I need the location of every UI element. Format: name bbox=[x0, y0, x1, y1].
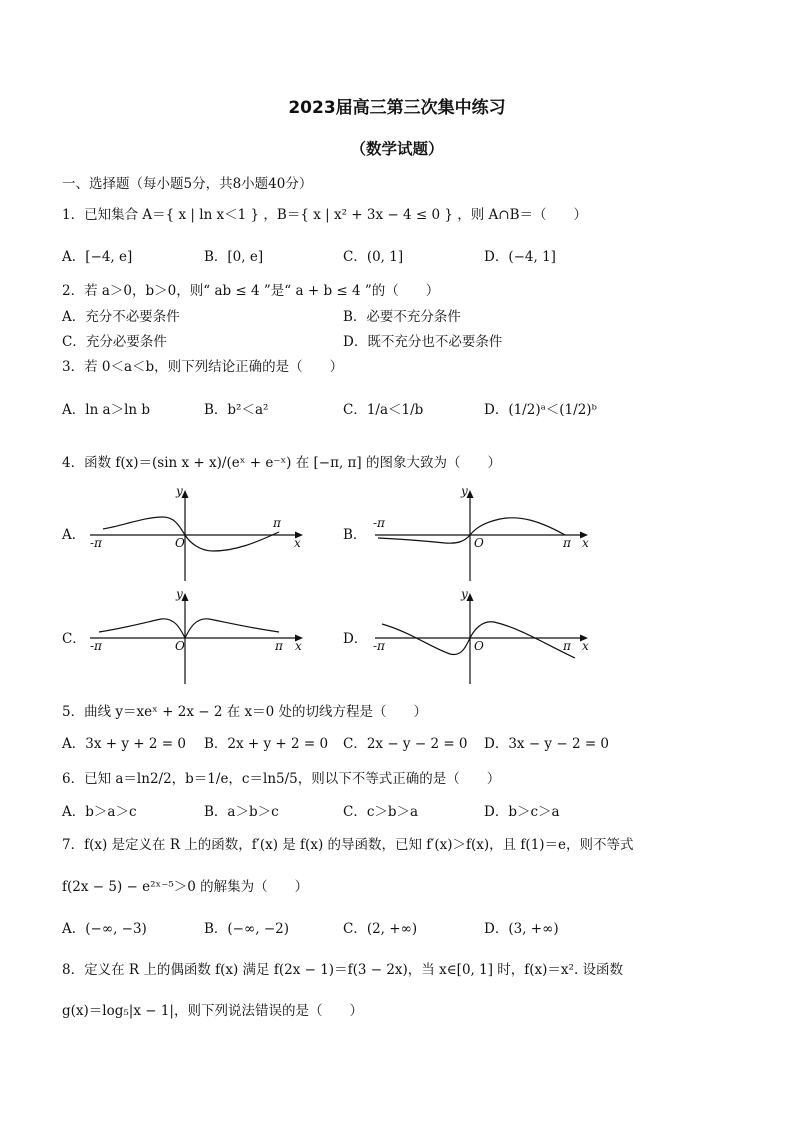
question-stem: 3．若 0＜a＜b，则下列结论正确的是（ ） bbox=[62, 359, 344, 375]
neg-pi-label: -π bbox=[373, 516, 385, 530]
y-axis-label: y bbox=[176, 485, 183, 498]
question-stem: 7．f(x) 是定义在 R 上的函数，f′(x) 是 f(x) 的导函数，已知 f′(x)＞f(x)，且 f(1)＝e，则不等式 bbox=[62, 837, 634, 853]
option-a[interactable]: A．充分不必要条件 bbox=[62, 309, 180, 325]
origin-label: O bbox=[175, 639, 185, 653]
option-a[interactable]: A．[−4, e] bbox=[62, 249, 133, 265]
option-a[interactable]: A．ln a＞ln b bbox=[62, 402, 151, 418]
question-stem: 5．曲线 y＝xeˣ + 2x − 2 在 x＝0 处的切线方程是（ ） bbox=[62, 704, 427, 720]
question-stem: 2．若 a＞0，b＞0，则“ ab ≤ 4 ”是“ a + b ≤ 4 ”的（ ） bbox=[62, 283, 440, 299]
question-stem: 4．函数 f(x)＝(sin x + x)/(eˣ + e⁻ˣ) 在 [−π, π] 的图象大致为（ ） bbox=[62, 455, 501, 471]
y-axis-label: y bbox=[461, 485, 468, 498]
neg-pi-label: -π bbox=[373, 639, 385, 653]
question-stem: 8．定义在 R 上的偶函数 f(x) 满足 f(2x − 1)＝f(3 − 2x)，当 x∈[0, 1] 时，f(x)＝x². 设函数 bbox=[62, 962, 624, 978]
neg-pi-label: -π bbox=[90, 639, 102, 653]
option-c[interactable]: C．1/a＜1/b bbox=[343, 402, 424, 418]
origin-label: O bbox=[474, 536, 484, 550]
option-c[interactable]: C．(2, +∞) bbox=[343, 921, 418, 937]
option-b[interactable]: B． bbox=[343, 527, 367, 543]
section-heading: 一、选择题（每小题5分，共8小题40分） bbox=[62, 176, 313, 192]
x-axis-label: x bbox=[294, 536, 301, 550]
option-b[interactable]: B．[0, e] bbox=[204, 249, 264, 265]
neg-pi-label: -π bbox=[90, 536, 102, 550]
option-b[interactable]: B．2x + y + 2 = 0 bbox=[204, 736, 329, 752]
option-a[interactable]: A．b＞a＞c bbox=[62, 804, 137, 820]
origin-label: O bbox=[175, 536, 185, 550]
option-b[interactable]: B．b²＜a² bbox=[204, 402, 269, 418]
graph-a[interactable] bbox=[85, 485, 310, 585]
x-axis-label: x bbox=[295, 639, 302, 653]
pi-label: π bbox=[563, 639, 571, 653]
graph-b[interactable] bbox=[370, 485, 595, 585]
option-d[interactable]: D．3x − y − 2 = 0 bbox=[484, 736, 610, 752]
option-d[interactable]: D．(1/2)ᵃ＜(1/2)ᵇ bbox=[484, 402, 597, 418]
page-subtitle: （数学试题） bbox=[350, 140, 444, 158]
page-title: 2023届高三第三次集中练习 bbox=[288, 98, 506, 118]
option-d[interactable]: D． bbox=[343, 631, 368, 647]
question-stem-line2: f(2x − 5) − e²ˣ⁻⁵＞0 的解集为（ ） bbox=[62, 879, 309, 895]
option-b[interactable]: B．必要不充分条件 bbox=[343, 309, 461, 325]
x-axis-label: x bbox=[582, 639, 589, 653]
pi-label: π bbox=[273, 516, 281, 530]
graph-c[interactable] bbox=[85, 588, 310, 688]
option-c[interactable]: C．c＞b＞a bbox=[343, 804, 419, 820]
question-stem: 1．已知集合 A＝{ x | ln x＜1 } ，B＝{ x | x² + 3x − 4 ≤ 0 } ，则 A∩B＝（ ） bbox=[62, 207, 588, 223]
option-d[interactable]: D．(3, +∞) bbox=[484, 921, 559, 937]
option-d[interactable]: D．b＞c＞a bbox=[484, 804, 560, 820]
y-axis-label: y bbox=[461, 588, 468, 601]
pi-label: π bbox=[275, 639, 283, 653]
pi-label: π bbox=[563, 536, 571, 550]
option-a[interactable]: A．(−∞, −3) bbox=[62, 921, 147, 937]
y-axis-label: y bbox=[176, 588, 183, 601]
option-c[interactable]: C．(0, 1] bbox=[343, 249, 404, 265]
option-b[interactable]: B．(−∞, −2) bbox=[204, 921, 289, 937]
question-stem: 6．已知 a＝ln2/2，b＝1/e，c＝ln5/5，则以下不等式正确的是（ ） bbox=[62, 771, 501, 787]
option-c[interactable]: C．充分必要条件 bbox=[62, 334, 167, 350]
question-stem-line2: g(x)＝log₅|x − 1|，则下列说法错误的是（ ） bbox=[62, 1003, 363, 1019]
option-a[interactable]: A．3x + y + 2 = 0 bbox=[62, 736, 186, 752]
option-d[interactable]: D．既不充分也不必要条件 bbox=[343, 334, 503, 350]
x-axis-label: x bbox=[582, 536, 589, 550]
option-b[interactable]: B．a＞b＞c bbox=[204, 804, 279, 820]
option-a[interactable]: A． bbox=[62, 527, 86, 543]
graph-d[interactable] bbox=[370, 588, 595, 688]
option-c[interactable]: C．2x − y − 2 = 0 bbox=[343, 736, 468, 752]
option-c[interactable]: C． bbox=[62, 631, 86, 647]
origin-label: O bbox=[474, 639, 484, 653]
option-d[interactable]: D．(−4, 1] bbox=[484, 249, 556, 265]
